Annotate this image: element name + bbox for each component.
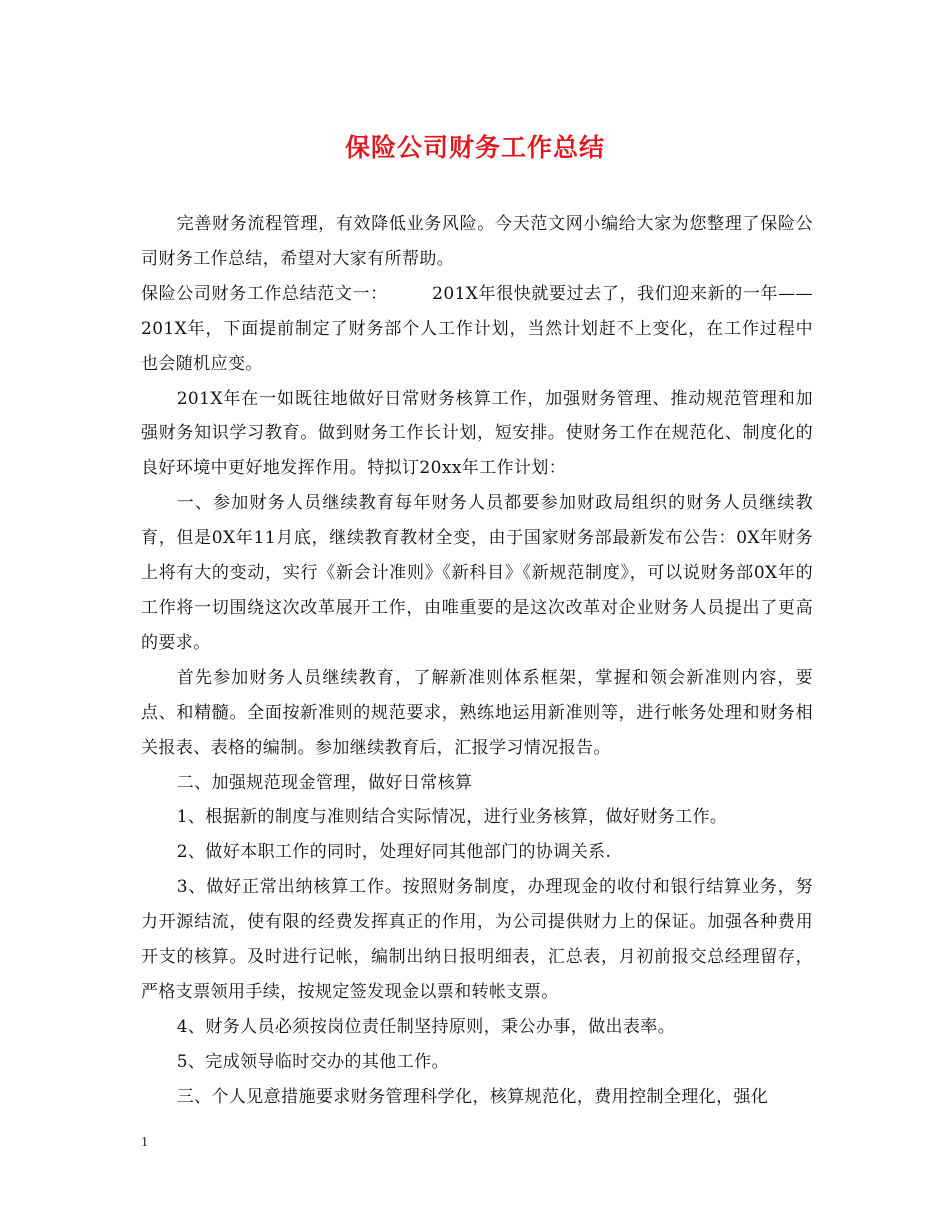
document-body [141,207,813,1115]
paragraph-item-2: 2、做好本职工作的同时，处理好同其他部门的协调关系. [176,842,612,863]
paragraph-overview: 201X年在一如既往地做好日常财务核算工作，加强财务管理、推动规范管理和加强财务知识学习教育。做到财务工作长计划，短安排。使财务工作在规范化、制度化的良好环境中更好地发挥作用。特拟订20xx年工作计划： [141,388,813,479]
paragraph-intro: 完善财务流程管理，有效降低业务风险。今天范文网小编给大家为您整理了保险公司财务工作总结，希望对大家有所帮助。 [141,214,813,269]
page-number: 1 [141,1135,148,1150]
paragraph-item-3: 3、做好正常出纳核算工作。按照财务制度，办理现金的收付和银行结算业务，努力开源结流，使有限的经费发挥真正的作用，为公司提供财力上的保证。加强各种费用开支的核算。及时进行记帐，编制出纳日报明细表，汇总表，月初前报交总经理留存，严格支票领用手续，按规定签发现金以票和转帐支票。 [141,877,813,1002]
paragraph-sample-one: 保险公司财务工作总结范文一： 201X年很快就要过去了，我们迎来新的一年——201X年，下面提前制定了财务部个人工作计划，当然计划赶不上变化，在工作过程中也会随机应变。 [141,283,813,374]
paragraph-item-1: 1、根据新的制度与准则结合实际情况，进行业务核算，做好财务工作。 [176,807,728,828]
paragraph-item-5: 5、完成领导临时交办的其他工作。 [176,1051,449,1072]
document-title: 保险公司财务工作总结 [344,133,605,162]
paragraph-section-three: 三、个人见意措施要求财务管理科学化，核算规范化，费用控制全理化，强化 [176,1086,769,1107]
paragraph-continuing-education: 首先参加财务人员继续教育，了解新准则体系框架，掌握和领会新准则内容，要点、和精髓。全面按新准则的规范要求，熟练地运用新准则等，进行帐务处理和财务相关报表、表格的编制。参加继续教育后，汇报学习情况报告。 [141,667,813,758]
paragraph-item-4: 4、财务人员必须按岗位责任制坚持原则，秉公办事，做出表率。 [176,1016,676,1037]
paragraph-section-one: 一、参加财务人员继续教育每年财务人员都要参加财政局组织的财务人员继续教育，但是0X年11月底，继续教育教材全变，由于国家财务部最新发布公告：0X年财务上将有大的变动，实行《新会计准则》《新科目》《新规范制度》，可以说财务部0X年的工作将一切围绕这次改革展开工作，由唯重要的是这次改革对企业财务人员提出了更高的要求。 [141,493,813,653]
paragraph-section-two-heading: 二、加强规范现金管理，做好日常核算 [176,772,473,793]
